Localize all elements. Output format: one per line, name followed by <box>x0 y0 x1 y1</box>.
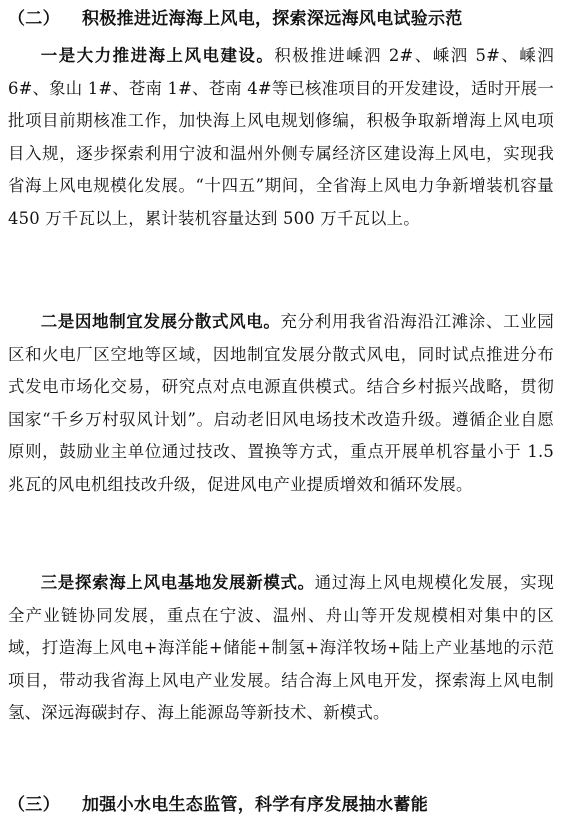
paragraph-lead: 三是探索海上风电基地发展新模式。 <box>40 573 315 592</box>
paragraph-offshore-wind <box>8 40 554 236</box>
section-heading-2 <box>8 8 556 30</box>
section-number: （三） <box>8 795 60 815</box>
paragraph-wind-base-model <box>8 567 554 730</box>
section-title: 积极推进近海海上风电，探索深远海风电试验示范 <box>82 9 463 29</box>
section-number: （二） <box>8 9 60 29</box>
paragraph-lead: 一是大力推进海上风电建设。 <box>40 46 275 65</box>
paragraph-body: 通过海上风电规模化发展，实现全产业链协同发展，重点在宁波、温州、舟山等开发规模相对集中的区域，打造海上风电+海洋能+储能+制氢+海洋牧场+陆上产业基地的示范项目，带动我省海上风电产业发展。结合海上风电开发，探索海上风电制氢、深远海碳封存、海上能源岛等新技术、新模式。 <box>8 573 554 723</box>
paragraph-body: 积极推进嵊泗 2#、嵊泗 5#、嵊泗 6#、象山 1#、苍南 1#、苍南 4#等已核准项目的开发建设，适时开展一批项目前期核准工作，加快海上风电规划修编，积极争取新增海上风电项目入规，逐步探索利用宁波和温州外侧专属经济区建设海上风电，实现我省海上风电规模化发展。“十四五”期间，全省海上风电力争新增装机容量 450 万千瓦以上，累计装机容量达到 500 万千瓦以上。 <box>8 46 554 228</box>
section-title: 加强小水电生态监管，科学有序发展抽水蓄能 <box>82 795 428 815</box>
paragraph-lead: 二是因地制宜发展分散式风电。 <box>40 312 281 331</box>
paragraph-distributed-wind <box>8 306 554 502</box>
section-heading-3 <box>8 794 556 816</box>
paragraph-body: 充分利用我省沿海沿江滩涂、工业园区和火电厂区空地等区域，因地制宜发展分散式风电，同时试点推进分布式发电市场化交易，研究点对点电源直供模式。结合乡村振兴战略，贯彻国家“千乡万村驭风计划”。启动老旧风电场技术改造升级。遵循企业自愿原则，鼓励业主单位通过技改、置换等方式，重点开展单机容量小于 1.5 兆瓦的风电机组技改升级，促进风电产业提质增效和循环发展。 <box>8 312 554 494</box>
